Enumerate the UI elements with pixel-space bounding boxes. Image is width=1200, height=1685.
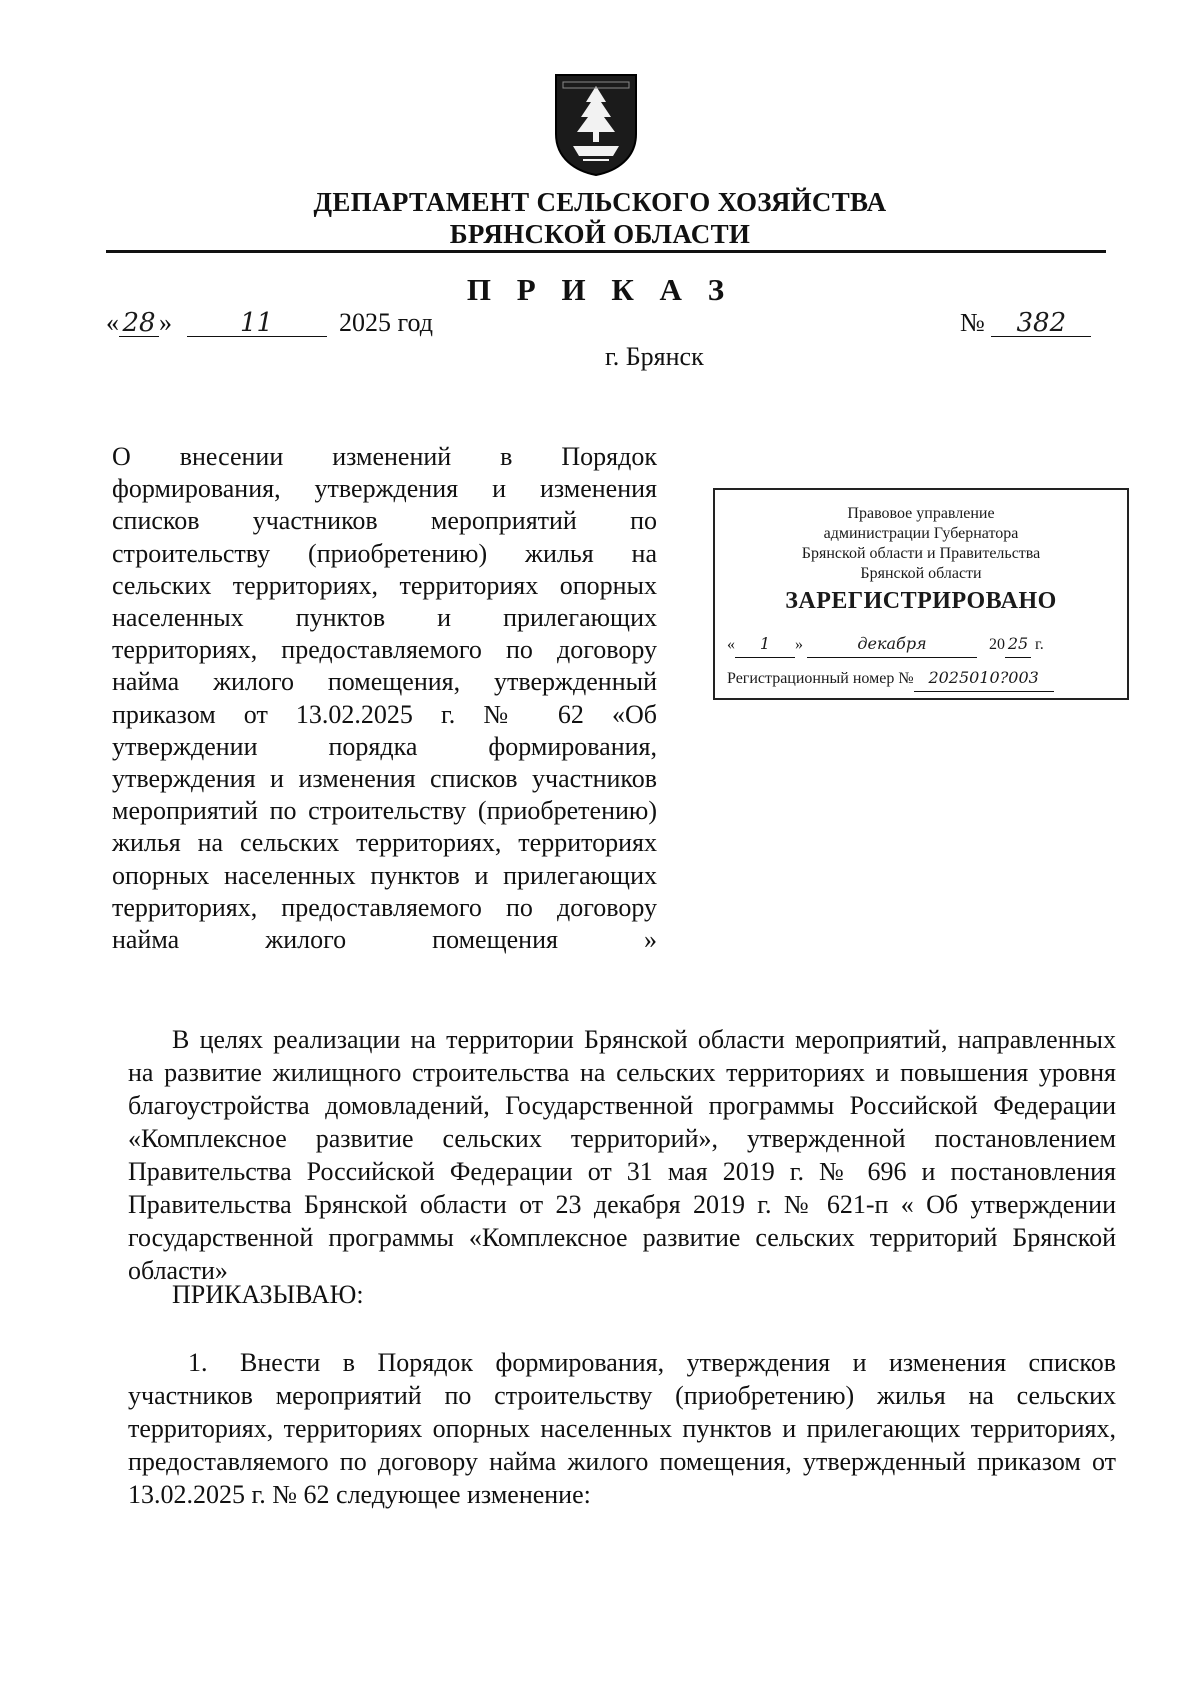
header-divider xyxy=(106,250,1106,253)
order-item-1-number: 1. xyxy=(188,1348,208,1377)
date-close-quote: » xyxy=(159,308,172,337)
stamp-line1: Правовое управление xyxy=(847,505,995,522)
stamp-year-suffix: 25 xyxy=(1005,631,1031,658)
date-open-quote: « xyxy=(106,308,119,337)
order-number-label: № xyxy=(960,308,985,337)
date-day: 28 xyxy=(119,310,159,337)
order-word: ПРИКАЗЫВАЮ: xyxy=(172,1280,364,1309)
stamp-date-row xyxy=(727,631,1117,658)
registration-stamp xyxy=(713,488,1129,700)
preamble-paragraph: В целях реализации на территории Брянской области мероприятий, направленных на развитие жилищного строительства на сельских территориях и повышения уровня благоустройства домовладений, Государственной программы Российской Федерации «Комплексное развитие сельских территорий», утвержденной постановлением Правительства Российской Федерации от 31 мая 2019 г. № 696 и постановления Правительства Брянской области от 23 декабря 2019 г. № 621-п « Об утверждении государственной программы «Комплексное развитие сельских территорий Брянской области» xyxy=(128,1025,1116,1285)
stamp-close-quote: » xyxy=(795,636,803,653)
stamp-year-unit: г. xyxy=(1035,636,1044,653)
date-year: 2025 год xyxy=(339,308,433,337)
department-name-line1: ДЕПАРТАМЕНТ СЕЛЬСКОГО ХОЗЯЙСТВА xyxy=(313,187,887,217)
order-date xyxy=(106,308,433,338)
stamp-line2: администрации Губернатора xyxy=(823,525,1019,542)
stamp-line4: Брянской области xyxy=(860,565,982,582)
stamp-reg-row xyxy=(727,665,1117,692)
stamp-year-prefix: 20 xyxy=(989,636,1005,653)
date-month: 11 xyxy=(187,310,327,337)
stamp-registered: ЗАРЕГИСТРИРОВАНО xyxy=(785,588,1057,614)
stamp-reg-number: 2025010?003 xyxy=(914,665,1054,692)
order-item-1-text: Внести в Порядок формирования, утверждения и изменения списков участников мероприятий по строительству (приобретению) жилья на сельских территориях, территориях опорных населенных пунктов и прилегающих территориях, предоставляемого по договору найма жилого помещения, утвержденный приказом от 13.02.2025 г. № 62 следующее изменение: xyxy=(128,1348,1116,1509)
stamp-line3: Брянской области и Правительства xyxy=(801,545,1041,562)
stamp-header xyxy=(715,504,1127,584)
order-item-1 xyxy=(128,1346,1116,1511)
document-title: П Р И К А З xyxy=(466,272,734,307)
order-number-value: 382 xyxy=(991,310,1091,337)
stamp-month: декабря xyxy=(807,631,977,658)
stamp-open-quote: « xyxy=(727,636,735,653)
coat-of-arms-emblem xyxy=(553,72,639,176)
stamp-day: 1 xyxy=(735,631,795,658)
order-number xyxy=(960,308,1091,338)
order-subject: О внесении изменений в Порядок формирования, утверждения и изменения списков участников мероприятий по строительству (приобретению) жилья на сельских территориях, территориях опорных населенных пунктов и прилегающих территориях, предоставляемого по договору найма жилого помещения, утвержденный приказом от 13.02.2025 г. № 62 «Об утверждении порядка формирования, утверждения и изменения списков участников мероприятий по строительству (приобретению) жилья на сельских территориях, территориях опорных населенных пунктов и прилегающих территориях, предоставляемого по договору найма жилого помещения » xyxy=(112,442,657,955)
city: г. Брянск xyxy=(605,342,704,371)
stamp-reg-label: Регистрационный номер № xyxy=(727,670,914,687)
department-name-line2: БРЯНСКОЙ ОБЛАСТИ xyxy=(449,219,751,249)
